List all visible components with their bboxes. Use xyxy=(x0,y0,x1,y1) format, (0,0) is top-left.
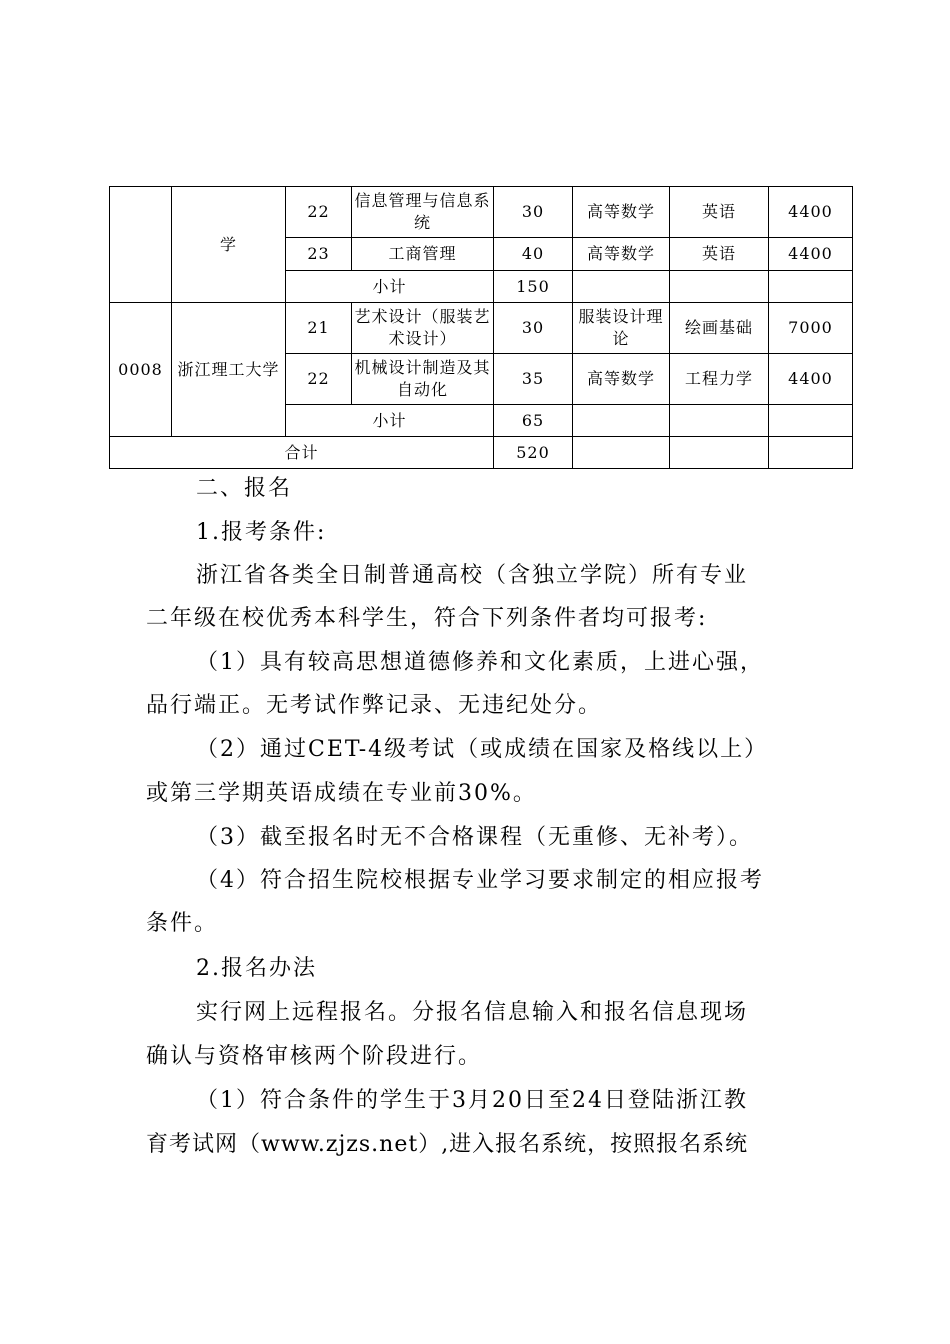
exam-subject-1-cell: 高等数学 xyxy=(573,354,670,405)
paragraph-line: （2）通过CET-4级考试（或成绩在国家及格线以上） xyxy=(196,737,769,762)
subtotal-quota: 65 xyxy=(494,405,573,437)
major-name-cell: 工商管理 xyxy=(352,238,494,271)
paragraph-line: 确认与资格审核两个阶段进行。 xyxy=(146,1044,483,1069)
paragraph-line: 条件。 xyxy=(146,911,219,936)
paragraph-line: 实行网上远程报名。分报名信息输入和报名信息现场 xyxy=(196,1000,749,1025)
table-row xyxy=(110,187,853,238)
exam-subject-1-cell: 服装设计理论 xyxy=(573,303,670,354)
exam-subject-2-cell: 工程力学 xyxy=(670,354,769,405)
exam-subject-2-cell: 绘画基础 xyxy=(670,303,769,354)
section-heading: 二、报名 xyxy=(196,476,293,501)
exam-subject-1-cell: 高等数学 xyxy=(573,187,670,238)
exam-subject-2-cell: 英语 xyxy=(670,187,769,238)
paragraph-line: （1）符合条件的学生于3月20日至24日登陆浙江教 xyxy=(196,1088,748,1113)
exam-subject-2-cell: 英语 xyxy=(670,238,769,271)
paragraph-line: （3）截至报名时无不合格课程（无重修、无补考）。 xyxy=(196,825,753,850)
fee-cell: 4400 xyxy=(769,187,853,238)
major-name-cell: 艺术设计（服装艺术设计） xyxy=(352,303,494,354)
major-no-cell: 22 xyxy=(286,187,352,238)
subtotal-label: 小计 xyxy=(286,405,494,437)
major-no-cell: 22 xyxy=(286,354,352,405)
school-name-cell: 浙江理工大学 xyxy=(172,303,286,437)
subtotal-label: 小计 xyxy=(286,271,494,303)
fee-cell: 7000 xyxy=(769,303,853,354)
major-name-cell: 信息管理与信息系统 xyxy=(352,187,494,238)
school-name-cell: 学 xyxy=(172,187,286,303)
major-no-cell: 23 xyxy=(286,238,352,271)
subsection-heading: 2.报名办法 xyxy=(196,956,317,981)
total-label: 合计 xyxy=(110,437,494,469)
quota-cell: 30 xyxy=(494,187,573,238)
paragraph-line: 二年级在校优秀本科学生，符合下列条件者均可报考: xyxy=(146,606,708,631)
table-row xyxy=(110,303,853,354)
school-code-cell xyxy=(110,187,172,303)
total-quota: 520 xyxy=(494,437,573,469)
major-no-cell: 21 xyxy=(286,303,352,354)
school-code-cell: 0008 xyxy=(110,303,172,437)
quota-cell: 40 xyxy=(494,238,573,271)
subtotal-quota: 150 xyxy=(494,271,573,303)
admission-table xyxy=(109,186,853,469)
fee-cell: 4400 xyxy=(769,354,853,405)
paragraph-line: （4）符合招生院校根据专业学习要求制定的相应报考 xyxy=(196,868,764,893)
quota-cell: 30 xyxy=(494,303,573,354)
paragraph-line: （1）具有较高思想道德修养和文化素质，上进心强， xyxy=(196,650,764,675)
subsection-heading: 1.报考条件: xyxy=(196,520,327,545)
paragraph-line: 或第三学期英语成绩在专业前30%。 xyxy=(146,781,537,806)
fee-cell: 4400 xyxy=(769,238,853,271)
major-name-cell: 机械设计制造及其自动化 xyxy=(352,354,494,405)
paragraph-line: 浙江省各类全日制普通高校（含独立学院）所有专业 xyxy=(196,563,749,588)
exam-subject-1-cell: 高等数学 xyxy=(573,238,670,271)
paragraph-line: 品行端正。无考试作弊记录、无违纪处分。 xyxy=(146,693,603,718)
paragraph-line: 育考试网（www.zjzs.net）,进入报名系统，按照报名系统 xyxy=(146,1132,749,1157)
quota-cell: 35 xyxy=(494,354,573,405)
total-row xyxy=(110,437,853,469)
